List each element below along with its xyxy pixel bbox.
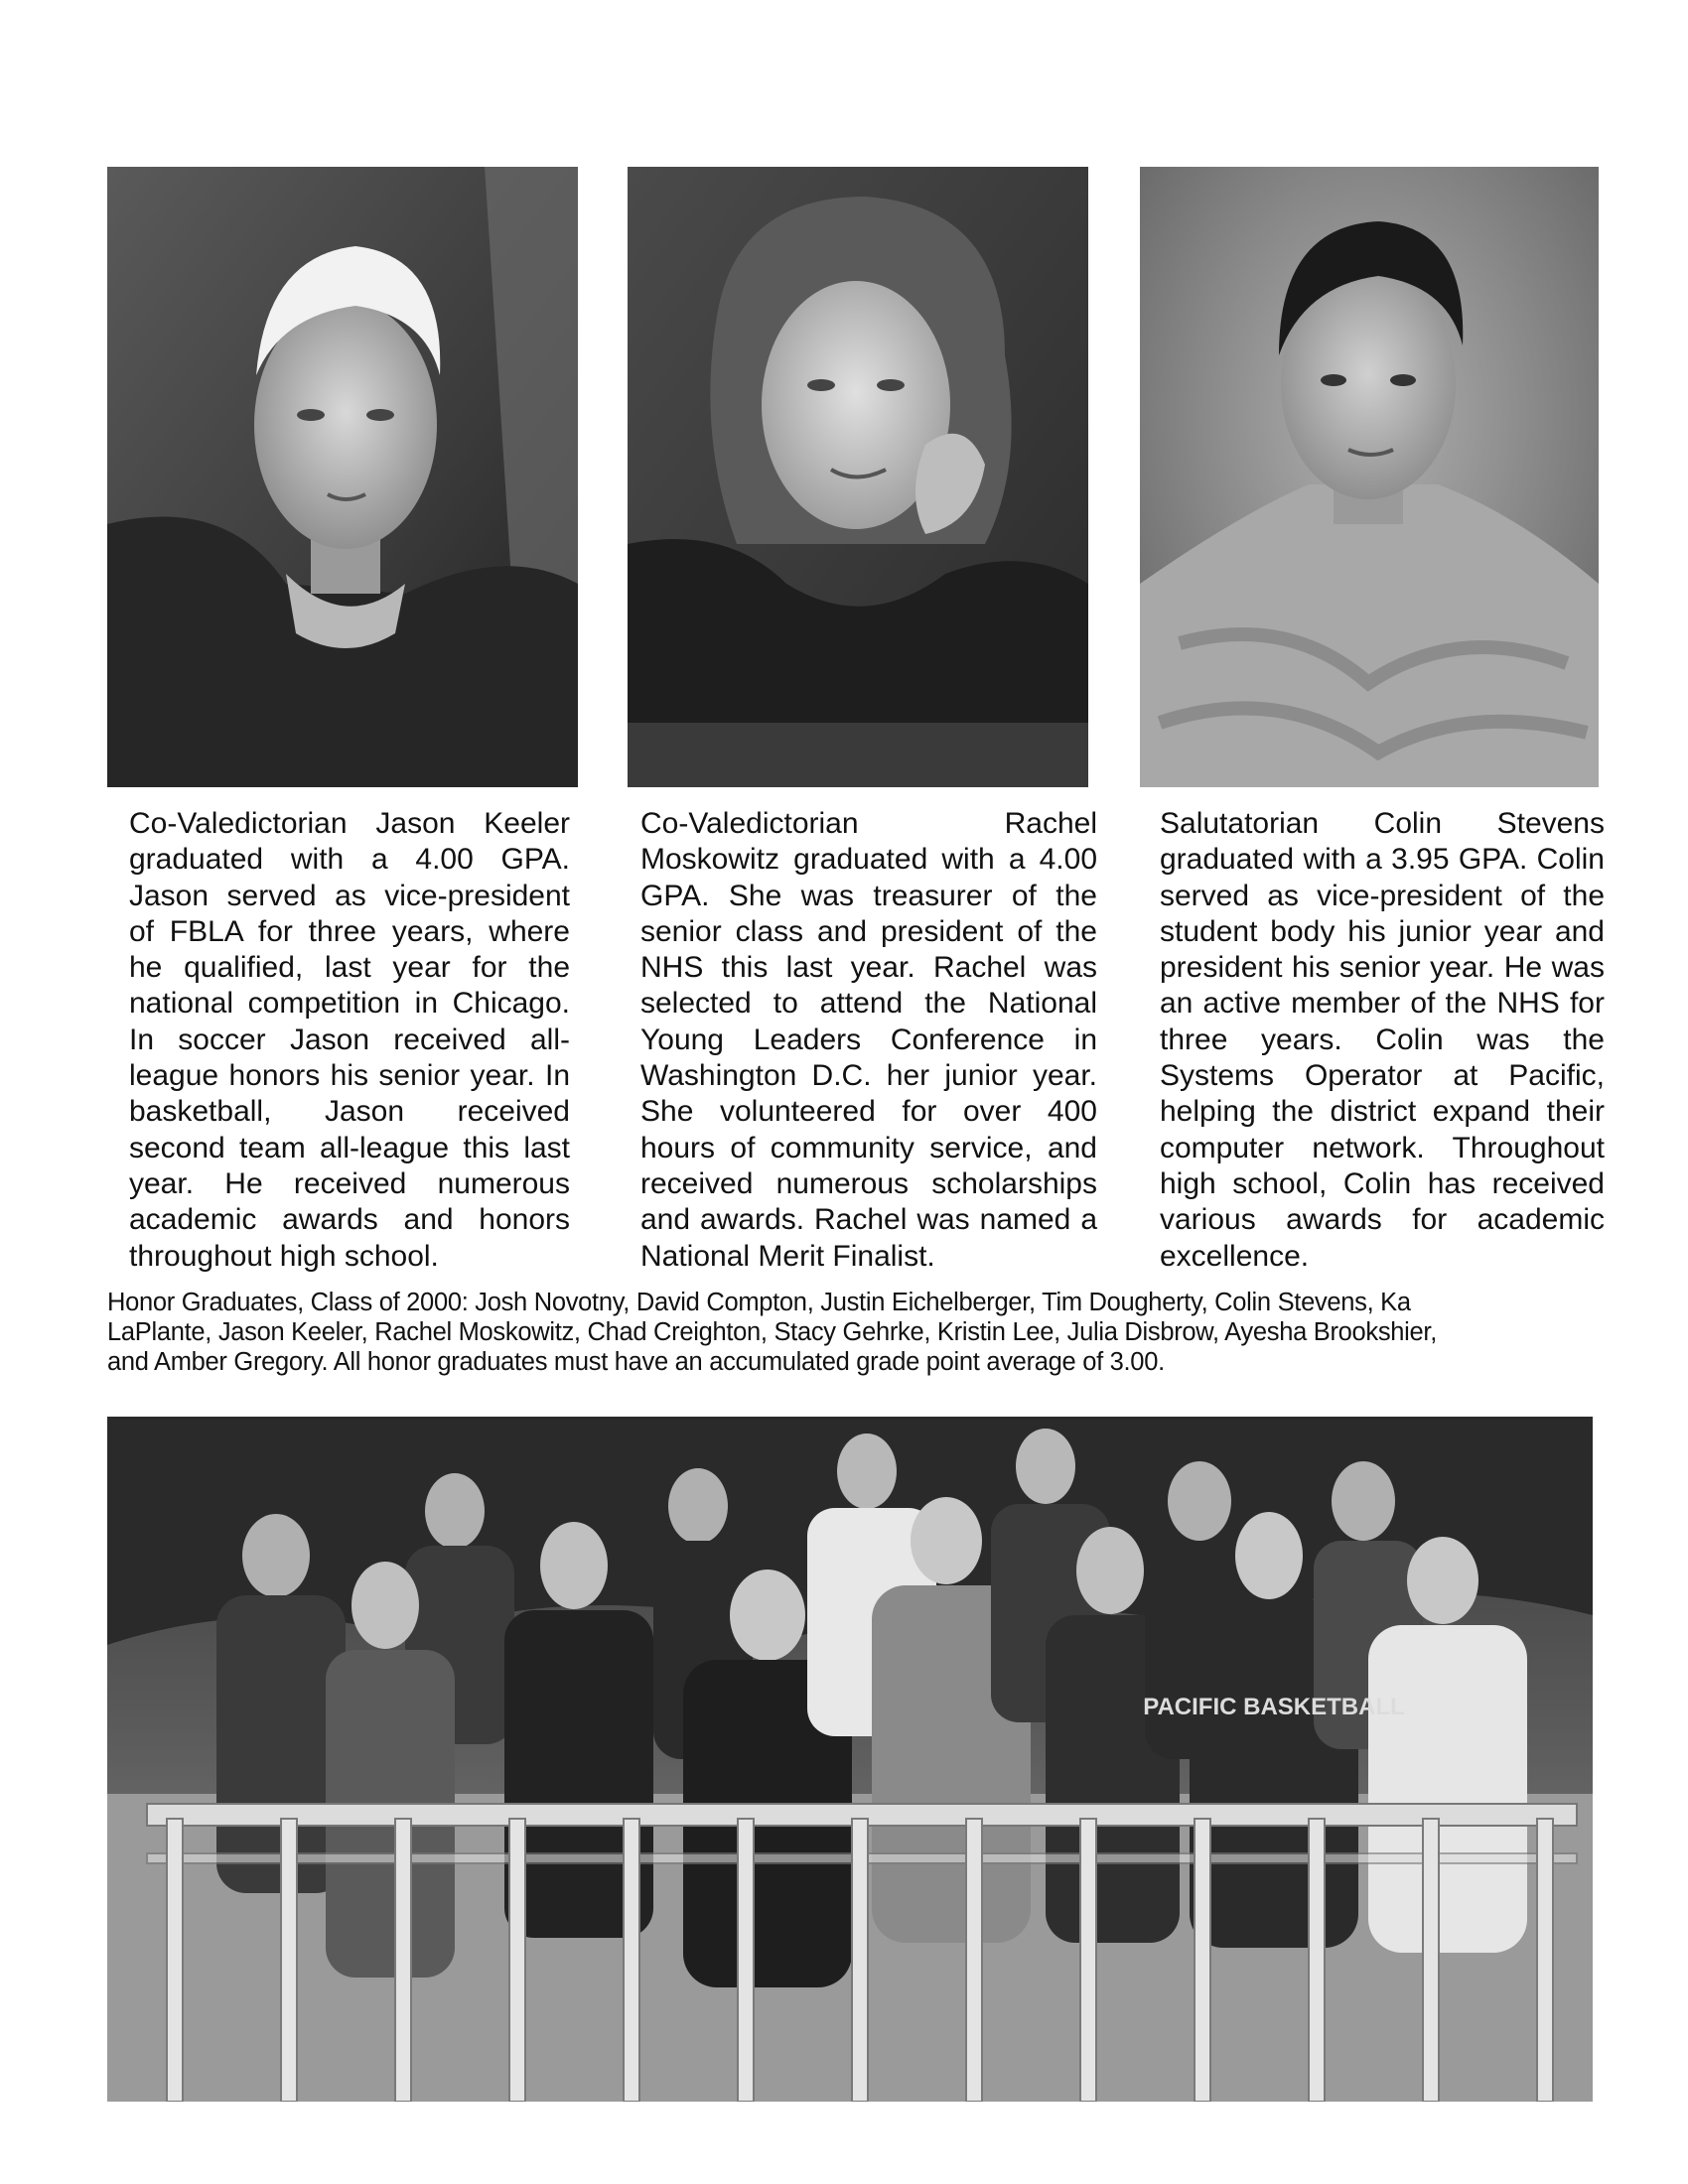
portrait-photo-jason-keeler: [107, 167, 578, 787]
honor-graduates-paragraph: [107, 1288, 1626, 1377]
honor-graduates-line: Honor Graduates, Class of 2000: Josh Novotny, David Compton, Justin Eichelberger, Tim Dougherty, Colin Stevens, Ka: [107, 1289, 1411, 1316]
portrait-photo-colin-stevens: [1140, 167, 1599, 787]
honor-graduates-line: LaPlante, Jason Keeler, Rachel Moskowitz, Chad Creighton, Stacy Gehrke, Kristin Lee, Julia Disbrow, Ayesha Brookshier,: [107, 1318, 1437, 1346]
caption-rachel-moskowitz: Co-Valedictorian Rachel Moskowitz graduated with a 4.00 GPA. She was treasurer of the senior class and president of the NHS this last year. Rachel was selected to attend the National Young Leaders Conference in Washington D.C. her junior year. She volunteered for over 400 hours of community service, and received numerous scholarships and awards. Rachel was named a National Merit Finalist.: [640, 807, 1097, 1273]
honor-graduates-line: and Amber Gregory. All honor graduates must have an accumulated grade point average of 3.00.: [107, 1348, 1165, 1376]
caption-jason-keeler: Co-Valedictorian Jason Keeler graduated with a 4.00 GPA. Jason served as vice-president of FBLA for three years, where he qualified, last year for the national competition in Chicago. In soccer Jason received all-league honors his senior year. In basketball, Jason received second team all-league this last year. He received numerous academic awards and honors throughout high school.: [129, 807, 570, 1273]
caption-colin-stevens: Salutatorian Colin Stevens graduated with a 3.95 GPA. Colin served as vice-president of the student body his junior year and president his senior year. He was an active member of the NHS for three years. Colin was the Systems Operator at Pacific, helping the district expand their computer network. Throughout high school, Colin has received various awards for academic excellence.: [1160, 807, 1605, 1273]
portrait-photo-rachel-moskowitz: [628, 167, 1088, 787]
group-photo-honor-graduates: [107, 1417, 1593, 2102]
sweatshirt-lettering: PACIFIC BASKETBALL: [1143, 1694, 1405, 1720]
